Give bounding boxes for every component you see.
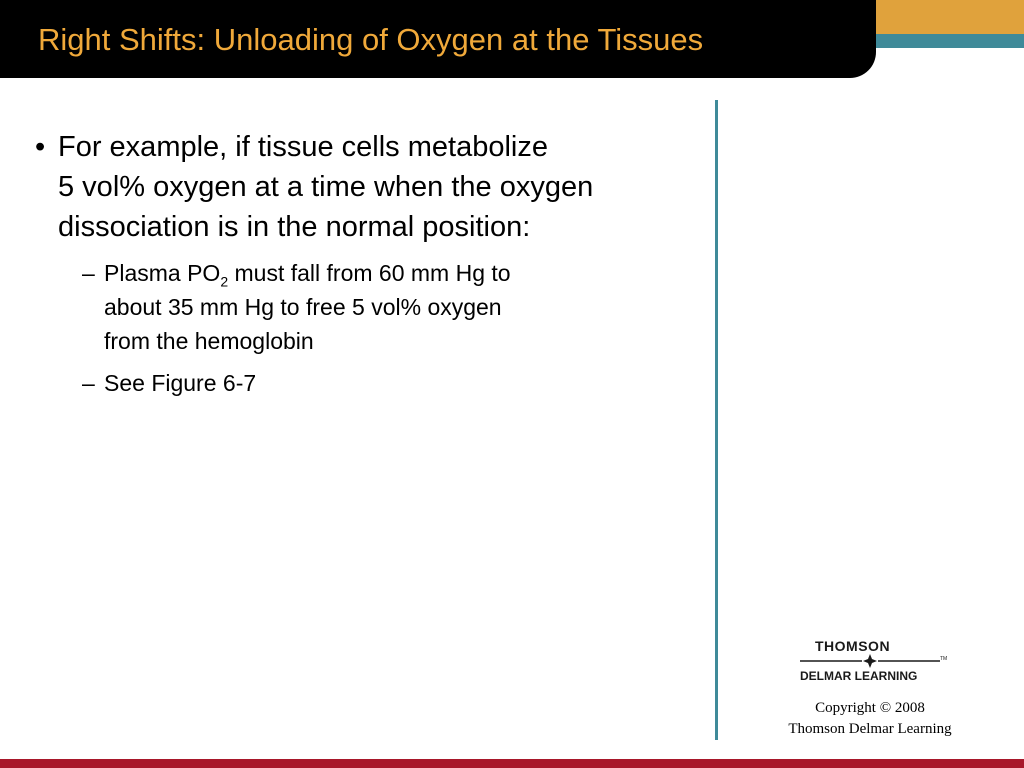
sub-bullet-line-2: about 35 mm Hg to free 5 vol% oxygen — [104, 294, 502, 320]
sub-bullet-text-pre: Plasma PO — [104, 260, 221, 286]
sub-bullet-text-post: must fall from 60 mm Hg to — [228, 260, 511, 286]
sub-bullet-plasma-po2 — [82, 256, 642, 358]
copyright-notice — [760, 698, 980, 740]
logo-star-icon — [800, 654, 950, 668]
sub-bullet-line-3: from the hemoglobin — [104, 328, 314, 354]
copyright-line-1: Copyright © 2008 — [815, 700, 925, 716]
title-bar — [0, 0, 876, 78]
sub-bullet-figure-ref — [82, 366, 642, 400]
sub-bullet-line-1 — [104, 256, 642, 290]
bottom-bar — [0, 759, 1024, 768]
logo-trademark: TM — [940, 656, 948, 662]
accent-bar-teal — [876, 34, 1024, 48]
subscript-2: 2 — [220, 273, 229, 290]
dash-mark: – — [82, 370, 95, 396]
slide-title: Right Shifts: Unloading of Oxygen at the Tissues — [38, 22, 704, 57]
main-bullet — [35, 127, 705, 247]
dash-mark: – — [82, 260, 95, 286]
accent-bar-orange — [876, 0, 1024, 34]
main-bullet-line-1: For example, if tissue cells metabolize — [58, 131, 548, 163]
sub-bullet-figure-text: See Figure 6-7 — [104, 370, 257, 396]
copyright-line-2: Thomson Delmar Learning — [788, 721, 952, 737]
vertical-divider — [715, 100, 718, 740]
bullet-mark: • — [35, 131, 46, 163]
main-bullet-line-3: dissociation is in the normal position: — [58, 211, 531, 243]
thomson-delmar-logo — [800, 636, 950, 686]
main-bullet-line-2: 5 vol% oxygen at a time when the oxygen — [58, 171, 594, 203]
logo-name: THOMSON — [815, 638, 891, 654]
logo-subtitle: DELMAR LEARNING — [800, 669, 918, 683]
